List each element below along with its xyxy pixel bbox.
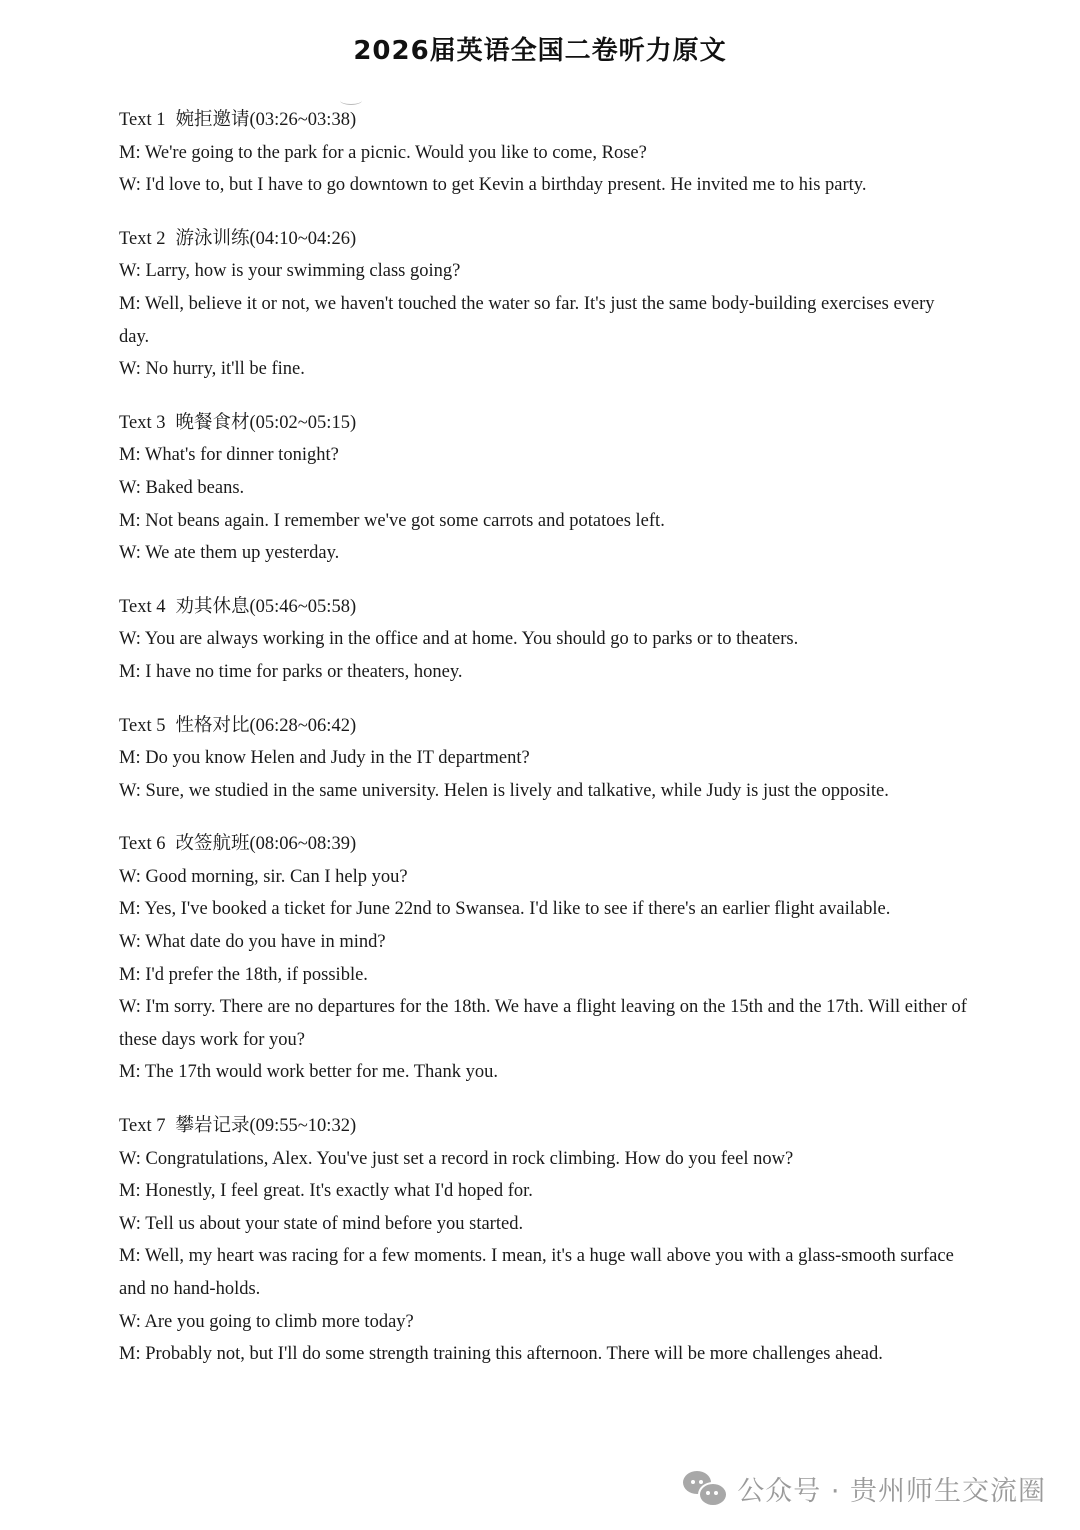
section-label: Text 5	[119, 715, 166, 736]
section-heading	[119, 1110, 969, 1143]
transcript-section	[119, 1110, 969, 1371]
dialogue-line: M: Honestly, I feel great. It's exactly what I'd hoped for.	[119, 1181, 533, 1202]
dialogue-line: M: Do you know Helen and Judy in the IT department?	[119, 748, 530, 769]
dialogue-line: W: Baked beans.	[119, 477, 245, 498]
section-label: Text 4	[119, 596, 166, 617]
section-topic: 性格对比(06:28~06:42)	[175, 715, 357, 736]
dialogue-line: W: Tell us about your state of mind before you started.	[119, 1213, 524, 1234]
dialogue-line: M: Probably not, but I'll do some strength training this afternoon. There will be more challenges ahead.	[119, 1344, 883, 1365]
dialogue-line: W: You are always working in the office and at home. You should go to parks or to theaters.	[119, 629, 799, 650]
section-heading	[119, 407, 969, 440]
dialogue-line: W: Sure, we studied in the same university. Helen is lively and talkative, while Judy is just the opposite.	[119, 780, 889, 801]
dialogue-line: W: I'm sorry. There are no departures for the 18th. We have a flight leaving on the 15th and the 17th. Will either of these days work for you?	[119, 997, 967, 1050]
transcript-section	[119, 828, 969, 1089]
dialogue-line: M: I'd prefer the 18th, if possible.	[119, 964, 368, 985]
dialogue-line: W: Congratulations, Alex. You've just set a record in rock climbing. How do you feel now?	[119, 1148, 794, 1169]
section-label: Text 2	[119, 228, 166, 249]
section-topic: 游泳训练(04:10~04:26)	[175, 228, 357, 249]
section-label: Text 7	[119, 1116, 166, 1137]
transcript-body	[119, 104, 969, 1392]
section-heading	[119, 104, 969, 137]
watermark-text: 公众号 · 贵州师生交流圈	[737, 1475, 1046, 1507]
dialogue-line: M: Well, believe it or not, we haven't touched the water so far. It's just the same body-building exercises every day.	[119, 293, 935, 347]
dialogue-line: M: I have no time for parks or theaters, honey.	[119, 661, 463, 682]
transcript-section	[119, 104, 969, 202]
transcript-section	[119, 591, 969, 689]
transcript-section	[119, 407, 969, 570]
section-topic: 改签航班(08:06~08:39)	[175, 834, 357, 855]
dialogue-line: W: No hurry, it'll be fine.	[119, 359, 305, 380]
dialogue-line: W: We ate them up yesterday.	[119, 543, 340, 564]
dialogue-line: M: We're going to the park for a picnic. Would you like to come, Rose?	[119, 142, 647, 163]
section-label: Text 3	[119, 412, 166, 433]
section-heading	[119, 591, 969, 624]
section-topic: 婉拒邀请(03:26~03:38)	[175, 110, 357, 130]
document-title: 2026届英语全国二卷听力原文	[353, 36, 727, 66]
dialogue-line: M: Yes, I've booked a ticket for June 22nd to Swansea. I'd like to see if there's an earlier flight available.	[119, 899, 891, 920]
dialogue-line: M: Not beans again. I remember we've got some carrots and potatoes left.	[119, 510, 665, 531]
watermark	[683, 1468, 1046, 1508]
dialogue-line: W: Larry, how is your swimming class going?	[119, 261, 461, 282]
dialogue-line: W: Are you going to climb more today?	[119, 1311, 414, 1332]
dialogue-line: W: I'd love to, but I have to go downtown to get Kevin a birthday present. He invited me to his party.	[119, 175, 867, 196]
section-heading	[119, 223, 969, 256]
wechat-icon	[683, 1471, 727, 1505]
dialogue-line: W: Good morning, sir. Can I help you?	[119, 866, 408, 887]
transcript-section	[119, 223, 969, 386]
dialogue-line: M: The 17th would work better for me. Thank you.	[119, 1062, 499, 1083]
section-label: Text 1	[119, 110, 166, 130]
section-topic: 攀岩记录(09:55~10:32)	[175, 1116, 357, 1137]
dialogue-line: W: What date do you have in mind?	[119, 932, 386, 953]
section-topic: 劝其休息(05:46~05:58)	[175, 596, 357, 617]
section-label: Text 6	[119, 834, 166, 855]
transcript-section	[119, 710, 969, 808]
dialogue-line: M: What's for dinner tonight?	[119, 445, 339, 466]
section-topic: 晚餐食材(05:02~05:15)	[175, 412, 357, 433]
section-heading	[119, 828, 969, 861]
dialogue-line: M: Well, my heart was racing for a few moments. I mean, it's a huge wall above you with a glass-smooth surface and no hand-holds.	[119, 1246, 954, 1299]
section-heading	[119, 710, 969, 743]
